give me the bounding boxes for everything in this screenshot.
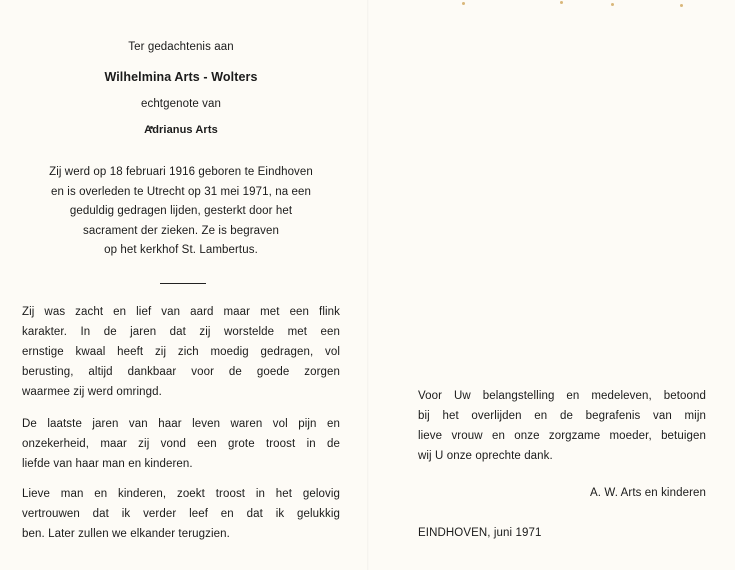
text-line: De laatste jaren van haar leven waren vol pijn en — [22, 418, 340, 430]
text-line: waarmee zij werd omringd. — [22, 386, 162, 398]
text-line: ernstige kwaal heeft zij zich moedig gedragen, vol — [22, 346, 340, 358]
text-line: Voor Uw belangstelling en medeleven, betoond — [418, 390, 706, 402]
text-line: vertrouwen dat ik verder leef en dat ik gelukkig — [22, 508, 340, 520]
paragraph-farewell — [22, 484, 340, 544]
paragraph-last-years — [22, 414, 340, 474]
bio-line: Zij werd op 18 februari 1916 geboren te Eindhoven — [49, 166, 313, 178]
bio-line: en is overleden te Utrecht op 31 mei 1971, na een — [51, 185, 311, 198]
paragraph-character — [22, 302, 340, 402]
text-line: Lieve man en kinderen, zoekt troost in het gelovig — [22, 488, 340, 500]
text-line: wij U onze oprechte dank. — [418, 450, 553, 462]
text-line: karakter. In de jaren dat zij worstelde met een — [22, 326, 340, 338]
text-line: bij het overlijden en de begrafenis van mijn — [418, 410, 706, 422]
heading: Ter gedachtenis aan — [128, 41, 234, 53]
bio-line: op het kerkhof St. Lambertus. — [104, 244, 258, 256]
signature: A. W. Arts en kinderen — [590, 487, 706, 499]
text-line: Zij was zacht en lief van aard maar met een flink — [22, 306, 340, 318]
deceased-name: Wilhelmina Arts - Wolters — [104, 70, 258, 84]
text-line: onzekerheid, maar zij vond een grote troost in de — [22, 438, 340, 450]
relation: echtgenote van — [140, 98, 222, 110]
place-date: EINDHOVEN, juni 1971 — [418, 527, 542, 539]
bio-line: geduldig gedragen lijden, gesterkt door het — [69, 205, 293, 217]
bio-text — [22, 163, 340, 261]
text-line: ben. Later zullen we elkander terugzien. — [22, 528, 230, 540]
text-line: liefde van haar man en kinderen. — [22, 458, 193, 470]
bio-line: sacrament der zieken. Ze is begraven — [82, 224, 279, 237]
thank-you-text — [418, 386, 706, 466]
text-line: berusting, altijd dankbaar voor de goede zorgen — [22, 366, 340, 378]
text-line: lieve vrouw en onze zorgzame moeder, betuigen — [418, 430, 706, 442]
card-fold — [367, 0, 369, 570]
divider — [160, 283, 206, 284]
husband-name: Adrianus Arts — [144, 124, 218, 136]
